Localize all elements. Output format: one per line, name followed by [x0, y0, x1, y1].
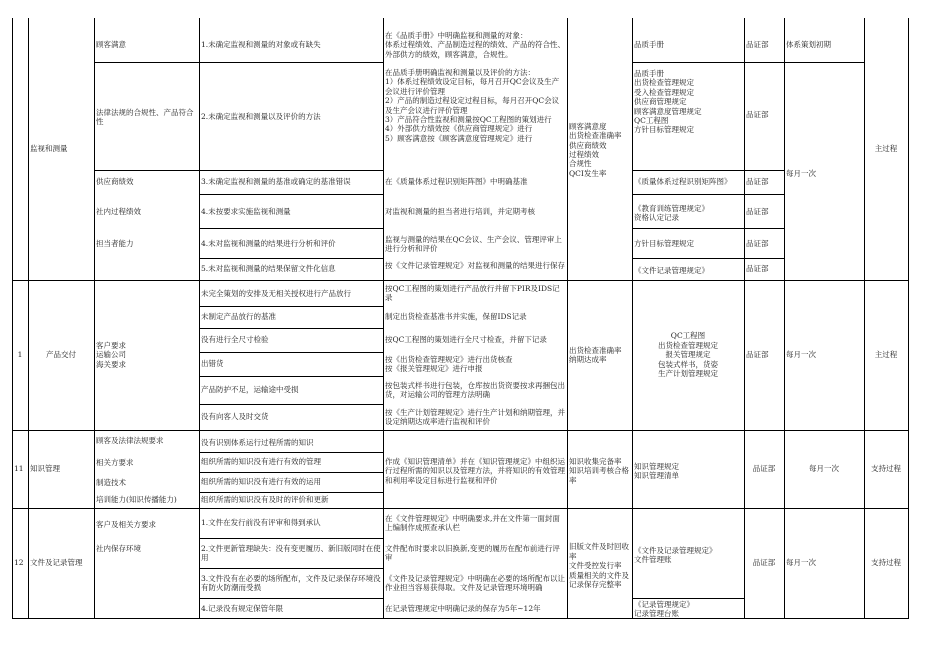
column-divider [567, 18, 568, 619]
row-divider [199, 352, 383, 353]
row-divider [632, 258, 784, 259]
category-cell[interactable]: 主过程 [874, 144, 898, 154]
column-divider [94, 18, 95, 619]
input-cell[interactable]: 客户及相关方要求 [96, 520, 156, 530]
measure-cell[interactable]: 在《文件管理规定》中明确要求,并在文件第一面封面上编制作成照查承认栏 [385, 514, 560, 533]
section-index[interactable]: 12 [14, 558, 24, 568]
row-divider [199, 404, 383, 405]
row-divider [199, 568, 383, 569]
measure-cell[interactable]: 按包装式样书进行包装，仓库按出货资要按求再捆包出货，对运输公司的管理方法明确 [385, 380, 565, 399]
measure-cell[interactable]: 作成《知识管理清单》并在《知识管理规定》中组织运行过程所需的知识以及管理方法，并将知识的有效管理和利用率设定目标进行监视和评价 [385, 456, 565, 485]
measure-cell[interactable]: 按《生产计划管理规定》进行生产计划和纳期管理，并设定纳期达成率进行监视和评价 [385, 407, 565, 426]
measure-cell[interactable]: 在记录管理规定中明确记录的保存为5年~12年 [385, 604, 541, 614]
risk-cell[interactable]: 出错货 [201, 359, 224, 369]
row-divider [199, 306, 383, 307]
row-divider [199, 492, 383, 493]
risk-cell[interactable]: 组织所需的知识没有及时的评价和更新 [201, 495, 329, 505]
row-divider [199, 258, 383, 259]
owner-cell[interactable]: 品证部 [746, 350, 769, 360]
column-divider [12, 18, 13, 619]
document-cell[interactable]: 方针目标管理规定 [634, 239, 694, 249]
row-divider [632, 194, 784, 195]
section-index[interactable]: 11 [14, 464, 24, 474]
risk-cell[interactable]: 4.未对监视和测量的结果进行分析和评价 [201, 239, 336, 249]
category-cell[interactable]: 支持过程 [871, 464, 901, 474]
row-divider [12, 508, 908, 509]
indicator-cell[interactable]: 顾客满意度 出货检查准确率 供应商绩效 过程绩效 合规性 QCI发生率 [569, 121, 622, 178]
measure-cell[interactable]: 在《品质手册》中明确监视和测量的对象： 体系过程绩效、产品制造过程的绩效、产品的符合性、外部供方的绩效，顾客满意，合规性。 [385, 31, 565, 59]
document-cell[interactable]: 品质手册 出货检查管理规定 受入检查管理规定 供应商管理规定 顾客满意度管理规定 QC工程图 方针目标管理规定 [634, 69, 702, 135]
row-divider [94, 170, 383, 171]
owner-cell[interactable]: 品证部 [752, 464, 776, 474]
indicator-cell[interactable]: 出货检查准确率 纳期达成率 [569, 345, 622, 364]
risk-cell[interactable]: 4.记录没有规定保管年限 [201, 604, 284, 614]
row-divider [632, 170, 784, 171]
frequency-cell[interactable]: 每月一次 [786, 169, 816, 179]
risk-cell[interactable]: 3.未确定监视和测量的基准或确定的基准错误 [201, 177, 351, 187]
row-divider [12, 280, 908, 281]
process-name[interactable]: 知识管理 [30, 464, 60, 474]
category-cell[interactable]: 支持过程 [871, 558, 901, 568]
input-cell[interactable]: 供应商绩效 [96, 177, 134, 187]
risk-cell[interactable]: 未完全策划的安排及无相关授权进行产品放行 [201, 289, 351, 299]
input-cell[interactable]: 法律法规的合规性、产品符合性 [96, 107, 194, 126]
measure-cell[interactable]: 制定出货检查基准书并实施，保留IDS记录 [385, 312, 527, 322]
risk-cell[interactable]: 没有进行全尺寸检验 [201, 335, 269, 345]
frequency-cell[interactable]: 每月一次 [809, 464, 839, 474]
row-divider [199, 376, 383, 377]
measure-cell[interactable]: 按《出货检查管理规定》进行出货核查 按《报关管理规定》进行申报 [385, 354, 513, 373]
measure-cell[interactable]: 在《质量体系过程识别矩阵图》中明确基准 [385, 177, 528, 187]
owner-cell[interactable]: 品证部 [746, 239, 769, 249]
owner-cell[interactable]: 品证部 [746, 264, 769, 274]
document-cell[interactable]: 品质手册 [634, 40, 664, 50]
risk-cell[interactable]: 未制定产品放行的基准 [201, 312, 276, 322]
measure-cell[interactable]: 按QC工程图的策划进行产品放行并留下PIR及IDS记录 [385, 284, 560, 303]
column-divider [632, 18, 633, 619]
risk-cell[interactable]: 1.文件在发行前没有评审和得到承认 [201, 518, 321, 528]
row-divider [12, 430, 908, 431]
row-divider [199, 538, 383, 539]
column-divider [908, 18, 909, 619]
row-divider [12, 618, 908, 619]
risk-cell[interactable]: 组织所需的知识没有进行有效的运用 [201, 477, 321, 487]
input-cell[interactable]: 相关方要求 [96, 458, 134, 468]
risk-cell[interactable]: 3.文件没有在必要的场所配布，文件及记录保存环境没有防火防潮而受损 [201, 573, 381, 592]
column-divider [28, 18, 29, 619]
measure-cell[interactable]: 按QC工程图的策划进行全尺寸检查，并留下记录 [385, 335, 547, 345]
section-index[interactable]: 1 [17, 350, 23, 360]
risk-cell[interactable]: 5.未对监视和测量的结果保留文件化信息 [201, 264, 336, 274]
risk-cell[interactable]: 没有识别体系运行过程所需的知识 [201, 438, 314, 448]
process-name[interactable]: 监视和测量 [30, 144, 68, 154]
indicator-cell[interactable]: 知识收集完备率 知识培训考核合格率 [569, 456, 629, 485]
input-cell[interactable]: 顾客满意 [96, 40, 126, 50]
document-cell[interactable]: 《质量体系过程识别矩阵图》 [634, 177, 732, 187]
document-cell[interactable]: 《记录管理规定》 记录管理台账 [634, 600, 694, 618]
indicator-cell[interactable]: 旧版文件及时回收率 文件受控发行率 质量相关的文件及记录保存完整率 [569, 542, 629, 590]
document-cell[interactable]: 《文件记录管理规定》 [634, 266, 709, 276]
row-divider [199, 598, 383, 599]
measure-cell[interactable]: 监视与测量的结果在QC会议、生产会议、管理评审上进行分析和评价 [385, 234, 562, 253]
column-divider [199, 18, 200, 619]
measure-cell[interactable]: 对监视和测量的担当者进行培训，并定期考核 [385, 207, 535, 217]
input-cell[interactable]: 社内保存环境 [96, 544, 141, 554]
measure-cell[interactable]: 《文件及记录管理规定》中明确在必要的场所配布以让作业担当容易获得取。文件及记录管理环境明确 [385, 573, 565, 592]
row-divider [199, 452, 383, 453]
input-cell[interactable]: 社内过程绩效 [96, 207, 141, 217]
risk-cell[interactable]: 4.未按要求实施监视和测量 [201, 207, 291, 217]
process-name[interactable]: 产品交付 [46, 350, 76, 360]
risk-cell[interactable]: 2.未确定监视和测量以及评价的方法 [201, 112, 321, 122]
frequency-cell[interactable]: 体系策划初期 [786, 40, 831, 50]
risk-cell[interactable]: 2.文件更新管理缺失：没有变更履历、新旧版同时在使用 [201, 543, 381, 562]
risk-cell[interactable]: 没有向客人及时交货 [201, 412, 269, 422]
row-divider [632, 228, 784, 229]
measure-cell[interactable]: 按《文件记录管理规定》对监视和测量的结果进行保存 [385, 261, 565, 270]
row-divider [199, 228, 383, 229]
process-name[interactable]: 文件及记录管理 [30, 558, 83, 568]
measure-cell[interactable]: 在品质手册明确监视和测量以及评价的方法： 1）体系过程绩效设定目标，每月召开QC会议及生产会议进行评价管理 2）产品的制造过程设定过程目标，每月召开QC会议及生产会议进行评价管理 3）产品符合性监视和测量按QC工程图的策划进行 4）外部供方绩效按《供应商管理规定》进行 5）顾客满意按《顾客满意度管理规定》进行 [385, 68, 560, 143]
measure-cell[interactable]: 文件配布时要求以旧换新,变更的履历在配布前进行评审 [385, 543, 560, 562]
document-cell[interactable]: 《文件及记录管理规定》 文件管理账 [634, 545, 717, 564]
frequency-cell[interactable]: 每月一次 [786, 350, 816, 360]
risk-cell[interactable]: 1.未确定监视和测量的对象或有缺失 [201, 40, 321, 50]
input-cell[interactable]: 客户要求 运输公司 海关要求 [96, 340, 126, 369]
owner-cell[interactable]: 品证部 [752, 558, 776, 568]
row-divider [199, 194, 383, 195]
category-cell[interactable]: 主过程 [874, 350, 898, 360]
owner-cell[interactable]: 品证部 [746, 110, 769, 120]
document-cell[interactable]: 知识管理规定 知识管理清单 [634, 461, 679, 480]
risk-cell[interactable]: 产品防护不足，运输途中受损 [201, 385, 299, 395]
owner-cell[interactable]: 品证部 [746, 207, 769, 217]
section-index[interactable] [12, 18, 28, 280]
column-divider [864, 18, 865, 619]
document-cell[interactable]: 《教育训练管理规定》 资格认定记录 [634, 203, 709, 222]
row-divider [632, 598, 744, 599]
row-divider [199, 328, 383, 329]
row-divider [632, 62, 784, 63]
row-divider [784, 62, 864, 63]
row-divider [199, 472, 383, 473]
risk-cell[interactable]: 组织所需的知识没有进行有效的管理 [201, 457, 321, 467]
input-cell[interactable]: 制造技术 [96, 478, 126, 488]
owner-cell[interactable]: 品证部 [746, 40, 769, 50]
column-divider [744, 18, 745, 619]
input-cell[interactable]: 培训能力(知识传播能力) [96, 495, 177, 505]
input-cell[interactable]: 顾客及法律法规要求 [96, 436, 164, 446]
owner-cell[interactable]: 品证部 [746, 177, 769, 187]
column-divider [383, 18, 384, 619]
column-divider [784, 18, 785, 619]
input-cell[interactable]: 担当者能力 [96, 239, 134, 249]
frequency-cell[interactable]: 每月一次 [786, 558, 816, 568]
document-cell[interactable]: QC工程图 出货检查管理规定 报关管理规定 包装式样书，货姿 生产计划管理规定 [658, 331, 718, 379]
row-divider [94, 62, 383, 63]
